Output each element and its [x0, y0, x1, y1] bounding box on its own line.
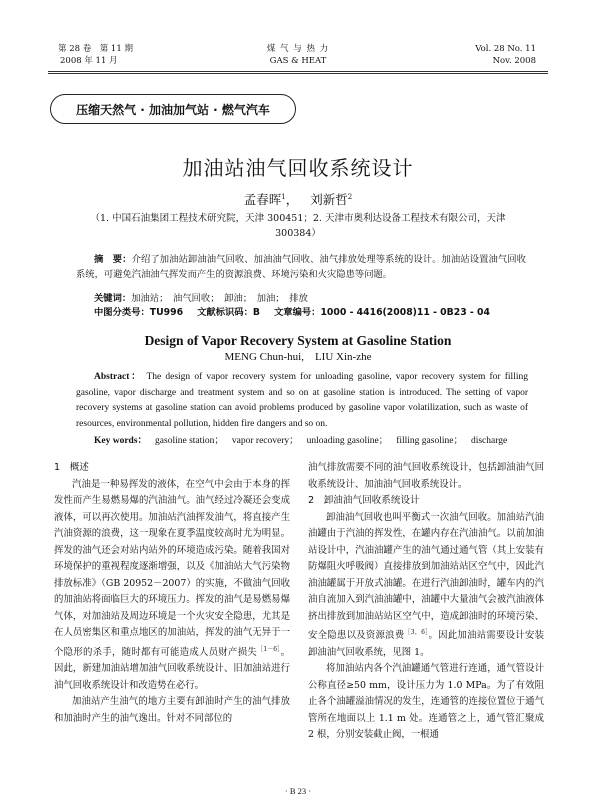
article-number: 文章编号：1000 - 4416(2008)11 - 0B23 - 04: [273, 307, 490, 318]
document-code: 文献标识码：B: [197, 307, 260, 318]
authors-en: MENG Chun-hui, LIU Xin-zhe: [224, 351, 372, 363]
abstract-zh-label: 摘 要：: [94, 254, 132, 265]
issue-date: 2008 年 11 月: [60, 56, 118, 66]
volume-issue: 第 28 卷 第 11 期: [58, 44, 133, 54]
volume-en: Vol. 28 No. 11: [475, 44, 536, 54]
author-1-affil: 1: [281, 192, 286, 201]
column-tag-label: 压缩天然气 · 加油加气站 · 燃气汽车: [76, 103, 270, 117]
authors-zh: [0, 190, 596, 208]
keywords-en: [94, 432, 507, 446]
article-title-en: Design of Vapor Recovery System at Gasoline Station: [144, 333, 452, 348]
journal-name-zh: 煤 气 与 热 力: [266, 44, 330, 54]
abstract-zh-text: 介绍了加油站卸油油气回收、加油油气回收、油气排放处理等系统的设计。加油站设置油气回收系统，可避免汽油油气挥发而产生的资源浪费、环境污染和火灾隐患等问题。: [76, 254, 526, 280]
body-paragraph: 将加油站内各个汽油罐通气管进行连通，通气管设计公称直径≥50 mm，设计压力为 1.0 MPa。为了有效阻止各个油罐溢油情况的发生，连通管的连接位置位于通气管所在地面以上 1.1 m 处。连通管之上，通气管汇聚成 2 根，分别安装截止阀，一根通: [308, 663, 544, 741]
body-paragraph: 油气排放需要不同的油气回收系统设计，包括卸油油气回收系统设计、加油油气回收系统设计。: [308, 462, 544, 490]
section-heading: 1 概述: [54, 462, 89, 473]
classification-zh: [94, 304, 504, 318]
keywords-zh-label: 关键词：: [94, 293, 132, 304]
journal-volume-issue: [58, 43, 133, 67]
author-2-affil: 2: [347, 192, 353, 201]
abstract-en-text: The design of vapor recovery system for unloading gasoline, vapor recovery system for filling gasoline, vapor discharge and treatment system and so on at gasoline station is introduced. The setting of vapor recovery systems at gasoline station can avoid problems produced by gasoline vapor volatilization, such as waste of resources, environmental pollution, hidden fire dangers and so on.: [76, 372, 528, 429]
citation: ［1－6］: [257, 645, 281, 653]
keyword-en: unloading gasoline；: [306, 436, 389, 446]
keyword-en: discharge: [470, 436, 508, 446]
clc-number: 中图分类号：TU996: [94, 307, 184, 318]
article-title-zh: 加油站油气回收系统设计: [182, 156, 414, 180]
abstract-en: [76, 370, 528, 432]
keyword-en: filling gasoline；: [396, 436, 463, 446]
section-heading: 2 卸油油气回收系统设计: [308, 495, 420, 506]
column-tag: [50, 94, 296, 124]
keywords-zh: [94, 290, 308, 304]
journal-name: [198, 43, 398, 67]
abstract-zh: [76, 252, 526, 282]
author-1: 孟春晖: [243, 192, 282, 207]
body-paragraph: 加油站产生油气的地方主要有卸油时产生的油气排放和加油时产生的油气逸出。针对不同部位的: [54, 696, 290, 724]
author-separator: ，: [285, 192, 299, 207]
header-rule: [48, 71, 548, 72]
keyword-en: gasoline station；: [155, 436, 224, 446]
page-number: · B 23 ·: [284, 786, 312, 796]
affiliations-zh: （1. 中国石油集团工程技术研究院，天津 300451；2. 天津市奥利达设备工程技术有限公司，天津 300384）: [90, 213, 506, 239]
date-en: Nov. 2008: [492, 56, 536, 66]
body-paragraph: 汽油是一种易挥发的液体，在空气中会由于本身的挥发性而产生易燃易爆的汽油油气。油气经过冷凝还会变成液体，可以再次使用。加油站汽油挥发油气，将直接产生汽油资源的浪费，这一现象在夏季温度较高时尤为明显。挥发的油气还会对站内站外的环境造成污染。随着我国对环境保护的重视程度逐渐增强，以及《加油站大气污染物排放标准》（GB 20952－2007）的实施，不做油气回收的加油站将面临巨大的环境压力。挥发的油气是易燃易爆气体，对加油站及周边环境是一个火灾安全隐患，尤其是在人员密集区和重点地区的加油站，挥发的油气无异于一个隐形的杀手，随时都有可能造成人员财产损失$^{[1-6]}$。因此，新建加油站增加油气回收系统设计、旧加油站进行油气回收系统设计和改造势在必行。: [54, 478, 290, 691]
journal-name-en: GAS & HEAT: [269, 56, 327, 66]
body-column-left: [54, 460, 290, 727]
body-paragraph: 卸油油气回收也叫平衡式一次油气回收。加油站汽油油罐由于汽油的挥发性，在罐内存在汽油油气。以前加油站设计中，汽油油罐产生的油气通过通气管（其上安装有防爆阻火呼吸阀）直接排放到加油站站区空气中，因此汽油油罐属于开放式油罐。在进行汽油卸油时，罐车内的汽油自流加入到汽油油罐中，油罐中大量油气会被汽油液体挤出排放到加油站站区空气中，造成卸油时的环境污染、安全隐患以及资源浪费$^{[3,6]}$。因此加油站需要设计安装卸油油气回收系统，见图 1。: [308, 511, 544, 658]
citation: ［3，6］: [404, 629, 429, 636]
journal-volume-en: [400, 43, 536, 67]
body-column-right: [308, 460, 544, 744]
keywords-zh-text: 加油站； 油气回收； 卸油； 加油； 排放: [131, 293, 308, 304]
author-2: 刘新哲: [310, 192, 348, 207]
keywords-en-label: Key words：: [94, 436, 148, 446]
keyword-en: vapor recovery；: [231, 436, 299, 446]
header-rule-thin: [48, 73, 548, 74]
abstract-en-label: Abstract：: [94, 372, 143, 382]
